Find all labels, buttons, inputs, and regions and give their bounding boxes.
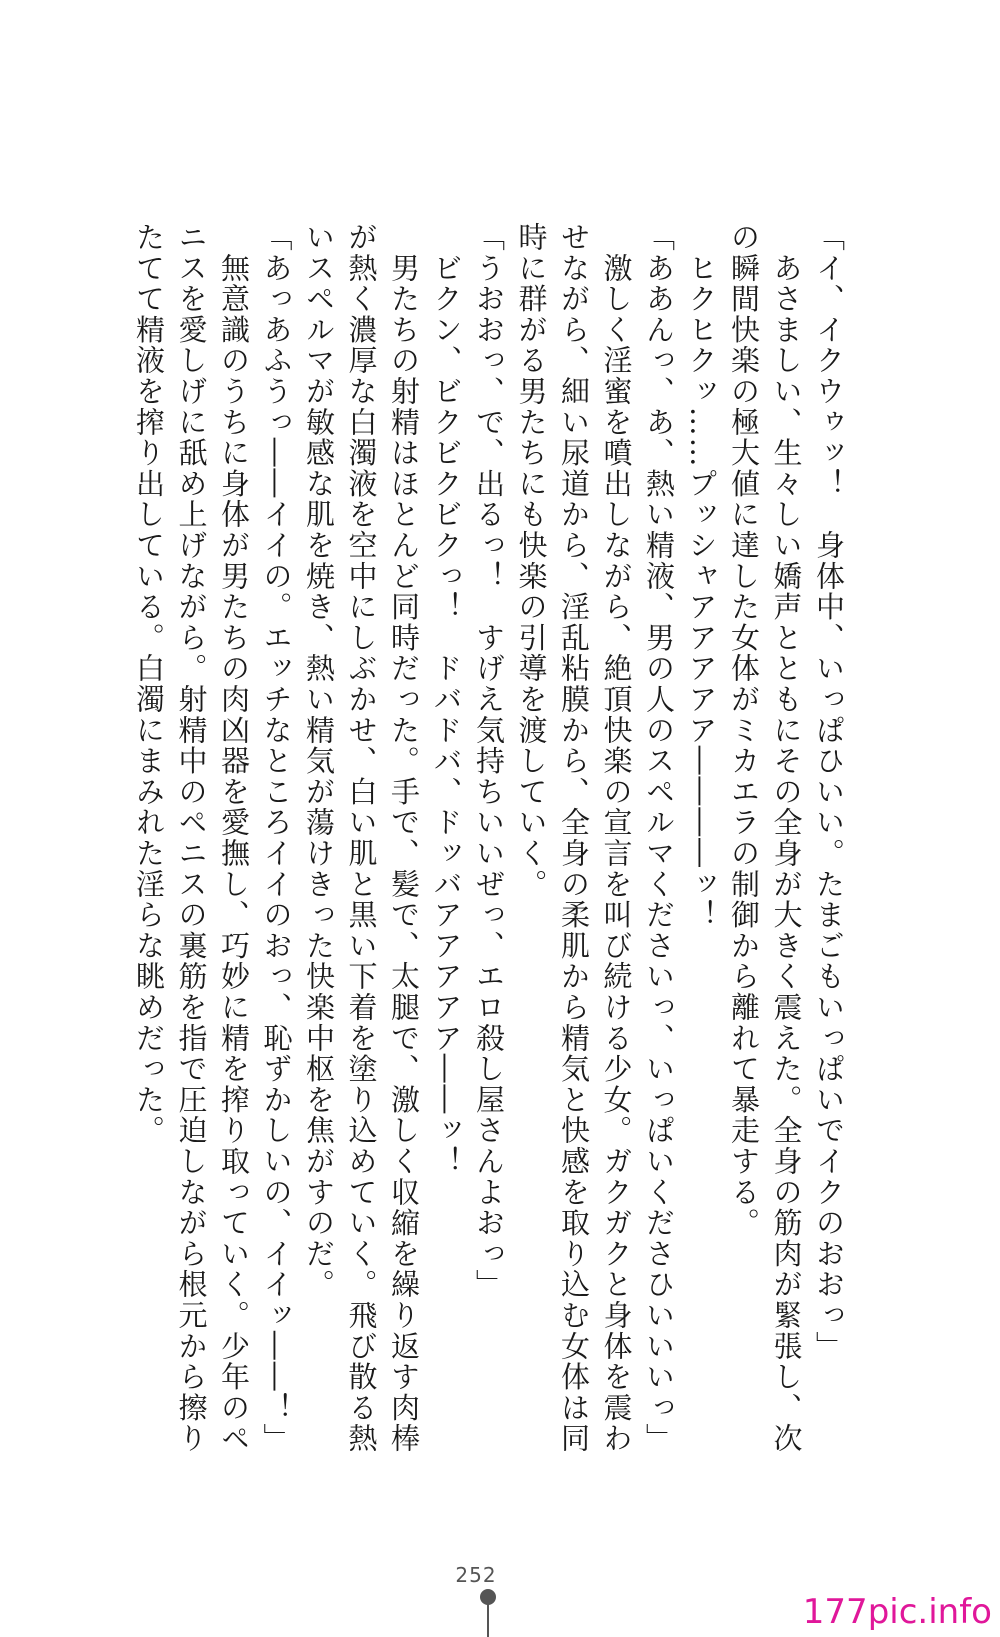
text-line: 「あっあふうっ――イイの。エッチなところイイのおっ、恥ずかしいの、イイッ――！」 <box>259 222 294 1454</box>
text-line: いスペルマが敏感な肌を焼き、熱い精気が蕩けきった快楽中枢を焦がすのだ。 <box>302 222 336 1300</box>
text-line: が熱く濃厚な白濁液を空中にしぶかせ、白い肌と黒い下着を塗り込めていく。飛び散る熱 <box>344 222 379 1454</box>
text-line: 激しく淫蜜を噴出しながら、絶頂快楽の宣言を叫び続ける少女。ガクガクと身体を震わ <box>599 222 634 1454</box>
text-line: 「うおおっ、で、出るっ！ すげえ気持ちいいぜっ、エロ殺し屋さんよおっ」 <box>472 222 506 1300</box>
text-line: の瞬間快楽の極大値に達した女体がミカエラの制御から離れて暴走する。 <box>727 222 761 1239</box>
page-number: 252 <box>455 1563 497 1587</box>
text-line: ヒクヒクッ……プッシャアアアアア――――ッ！ <box>684 222 719 931</box>
text-line: 時に群がる男たちにも快楽の引導を渡していく。 <box>514 222 549 900</box>
text-line: ビクン、ビクビクビクっ！ ドバドバ、ドッバアアアアア――ッ！ <box>429 222 464 1177</box>
text-line: せながら、細い尿道から、淫乱粘膜から、全身の柔肌から精気と快感を取り込む女体は同 <box>557 222 591 1454</box>
text-line: 男たちの射精はほとんど同時だった。手で、髪で、太腿で、激しく収縮を繰り返す肉棒 <box>387 222 421 1454</box>
text-line: あさましい、生々しい嬌声とともにその全身が大きく震えた。全身の筋肉が緊張し、次 <box>769 222 804 1454</box>
watermark: 177pic.info <box>802 1592 992 1632</box>
text-line: たてて精液を搾り出している。白濁にまみれた淫らな眺めだった。 <box>132 222 166 1146</box>
text-line: ニスを愛しげに舐め上げながら。射精中のペニスの裏筋を指で圧迫しながら根元から擦り <box>174 222 209 1454</box>
text-line: 「ああんっ、あ、熱い精液、男の人のスペルマくださいっ、いっぱいくださひいいいっ」 <box>642 222 676 1454</box>
text-line: 無意識のうちに身体が男たちの肉凶器を愛撫し、巧妙に精を搾り取っていく。少年のペ <box>217 222 251 1454</box>
body-text <box>128 222 851 1454</box>
page-marker-dot-icon <box>480 1589 496 1605</box>
text-line: 「イ、イクウゥッ！ 身体中、いっぱひいい。たまごもいっぱいでイクのおおっ」 <box>812 222 846 1362</box>
